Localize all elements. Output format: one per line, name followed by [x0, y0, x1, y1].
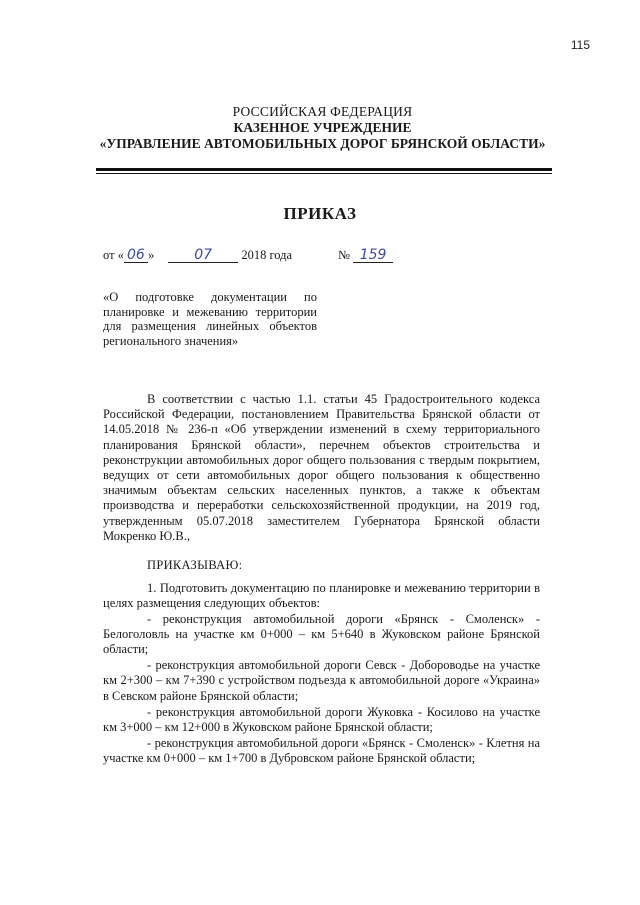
letterhead — [95, 104, 550, 152]
number-prefix: № — [338, 248, 350, 262]
date-month-handwritten: 07 — [168, 248, 238, 263]
date-prefix: от « — [103, 248, 124, 262]
number-handwritten: 159 — [353, 248, 393, 263]
list-item: - реконструкция автомобильной дороги Севск - Добороводье на участке км 2+300 – км 7+390 с устройством подъезда к автомобильной дороге «Украина» в Севском районе Брянской области; — [103, 658, 540, 703]
order-date — [103, 248, 292, 263]
page-number: 115 — [570, 38, 590, 52]
header-divider — [96, 168, 552, 174]
date-year: 2018 года — [241, 248, 293, 262]
header-country: РОССИЙСКАЯ ФЕДЕРАЦИЯ — [232, 104, 413, 119]
list-item: - реконструкция автомобильной дороги «Брянск - Смоленск» - Белоголовль на участке км 0+000 – км 5+640 в Жуковском районе Брянской области; — [103, 611, 540, 657]
date-quote-close: » — [147, 248, 155, 262]
header-institution-type: КАЗЕННОЕ УЧРЕЖДЕНИЕ — [233, 120, 412, 135]
preamble-paragraph: В соответствии с частью 1.1. статьи 45 Градостроительного кодекса Российской Федерации, постановлением Правительства Брянской области от 14.05.2018 № 236-п «Об утверждении изменений в схему территориального планирования Брянской области», перечнем объектов строительства и реконструкции автомобильных дорог общего пользования с твердым покрытием, ведущих от сети автомобильных дорог общего пользования к общественно значимым объектам сельских населенных пунктов, а также к объектам производства и переработки сельскохозяйственной продукции, на 2019 год, утвержденным 05.07.2018 заместителем Губернатора Брянской области Мокренко Ю.В., — [103, 392, 540, 543]
order-directive: ПРИКАЗЫВАЮ: — [147, 558, 243, 573]
list-item: - реконструкция автомобильной дороги «Брянск - Смоленск» - Клетня на участке км 0+000 – км 1+700 в Дубровском районе Брянской области; — [103, 736, 540, 766]
header-institution-name: «УПРАВЛЕНИЕ АВТОМОБИЛЬНЫХ ДОРОГ БРЯНСКОЙ ОБЛАСТИ» — [99, 136, 546, 151]
list-item: - реконструкция автомобильной дороги Жуковка - Косилово на участке км 3+000 – км 12+000 в Жуковском районе Брянской области; — [103, 704, 540, 735]
order-subject: «О подготовке документации по планировке и межеванию территории для размещения линейных объектов регионального значения» — [103, 290, 317, 348]
date-day-handwritten: 06 — [124, 248, 148, 263]
order-number — [338, 248, 393, 263]
document-title: ПРИКАЗ — [283, 204, 357, 223]
point-1: 1. Подготовить документацию по планировке и межеванию территории в целях размещения следующих объектов: — [103, 581, 540, 611]
document-body — [103, 392, 540, 768]
